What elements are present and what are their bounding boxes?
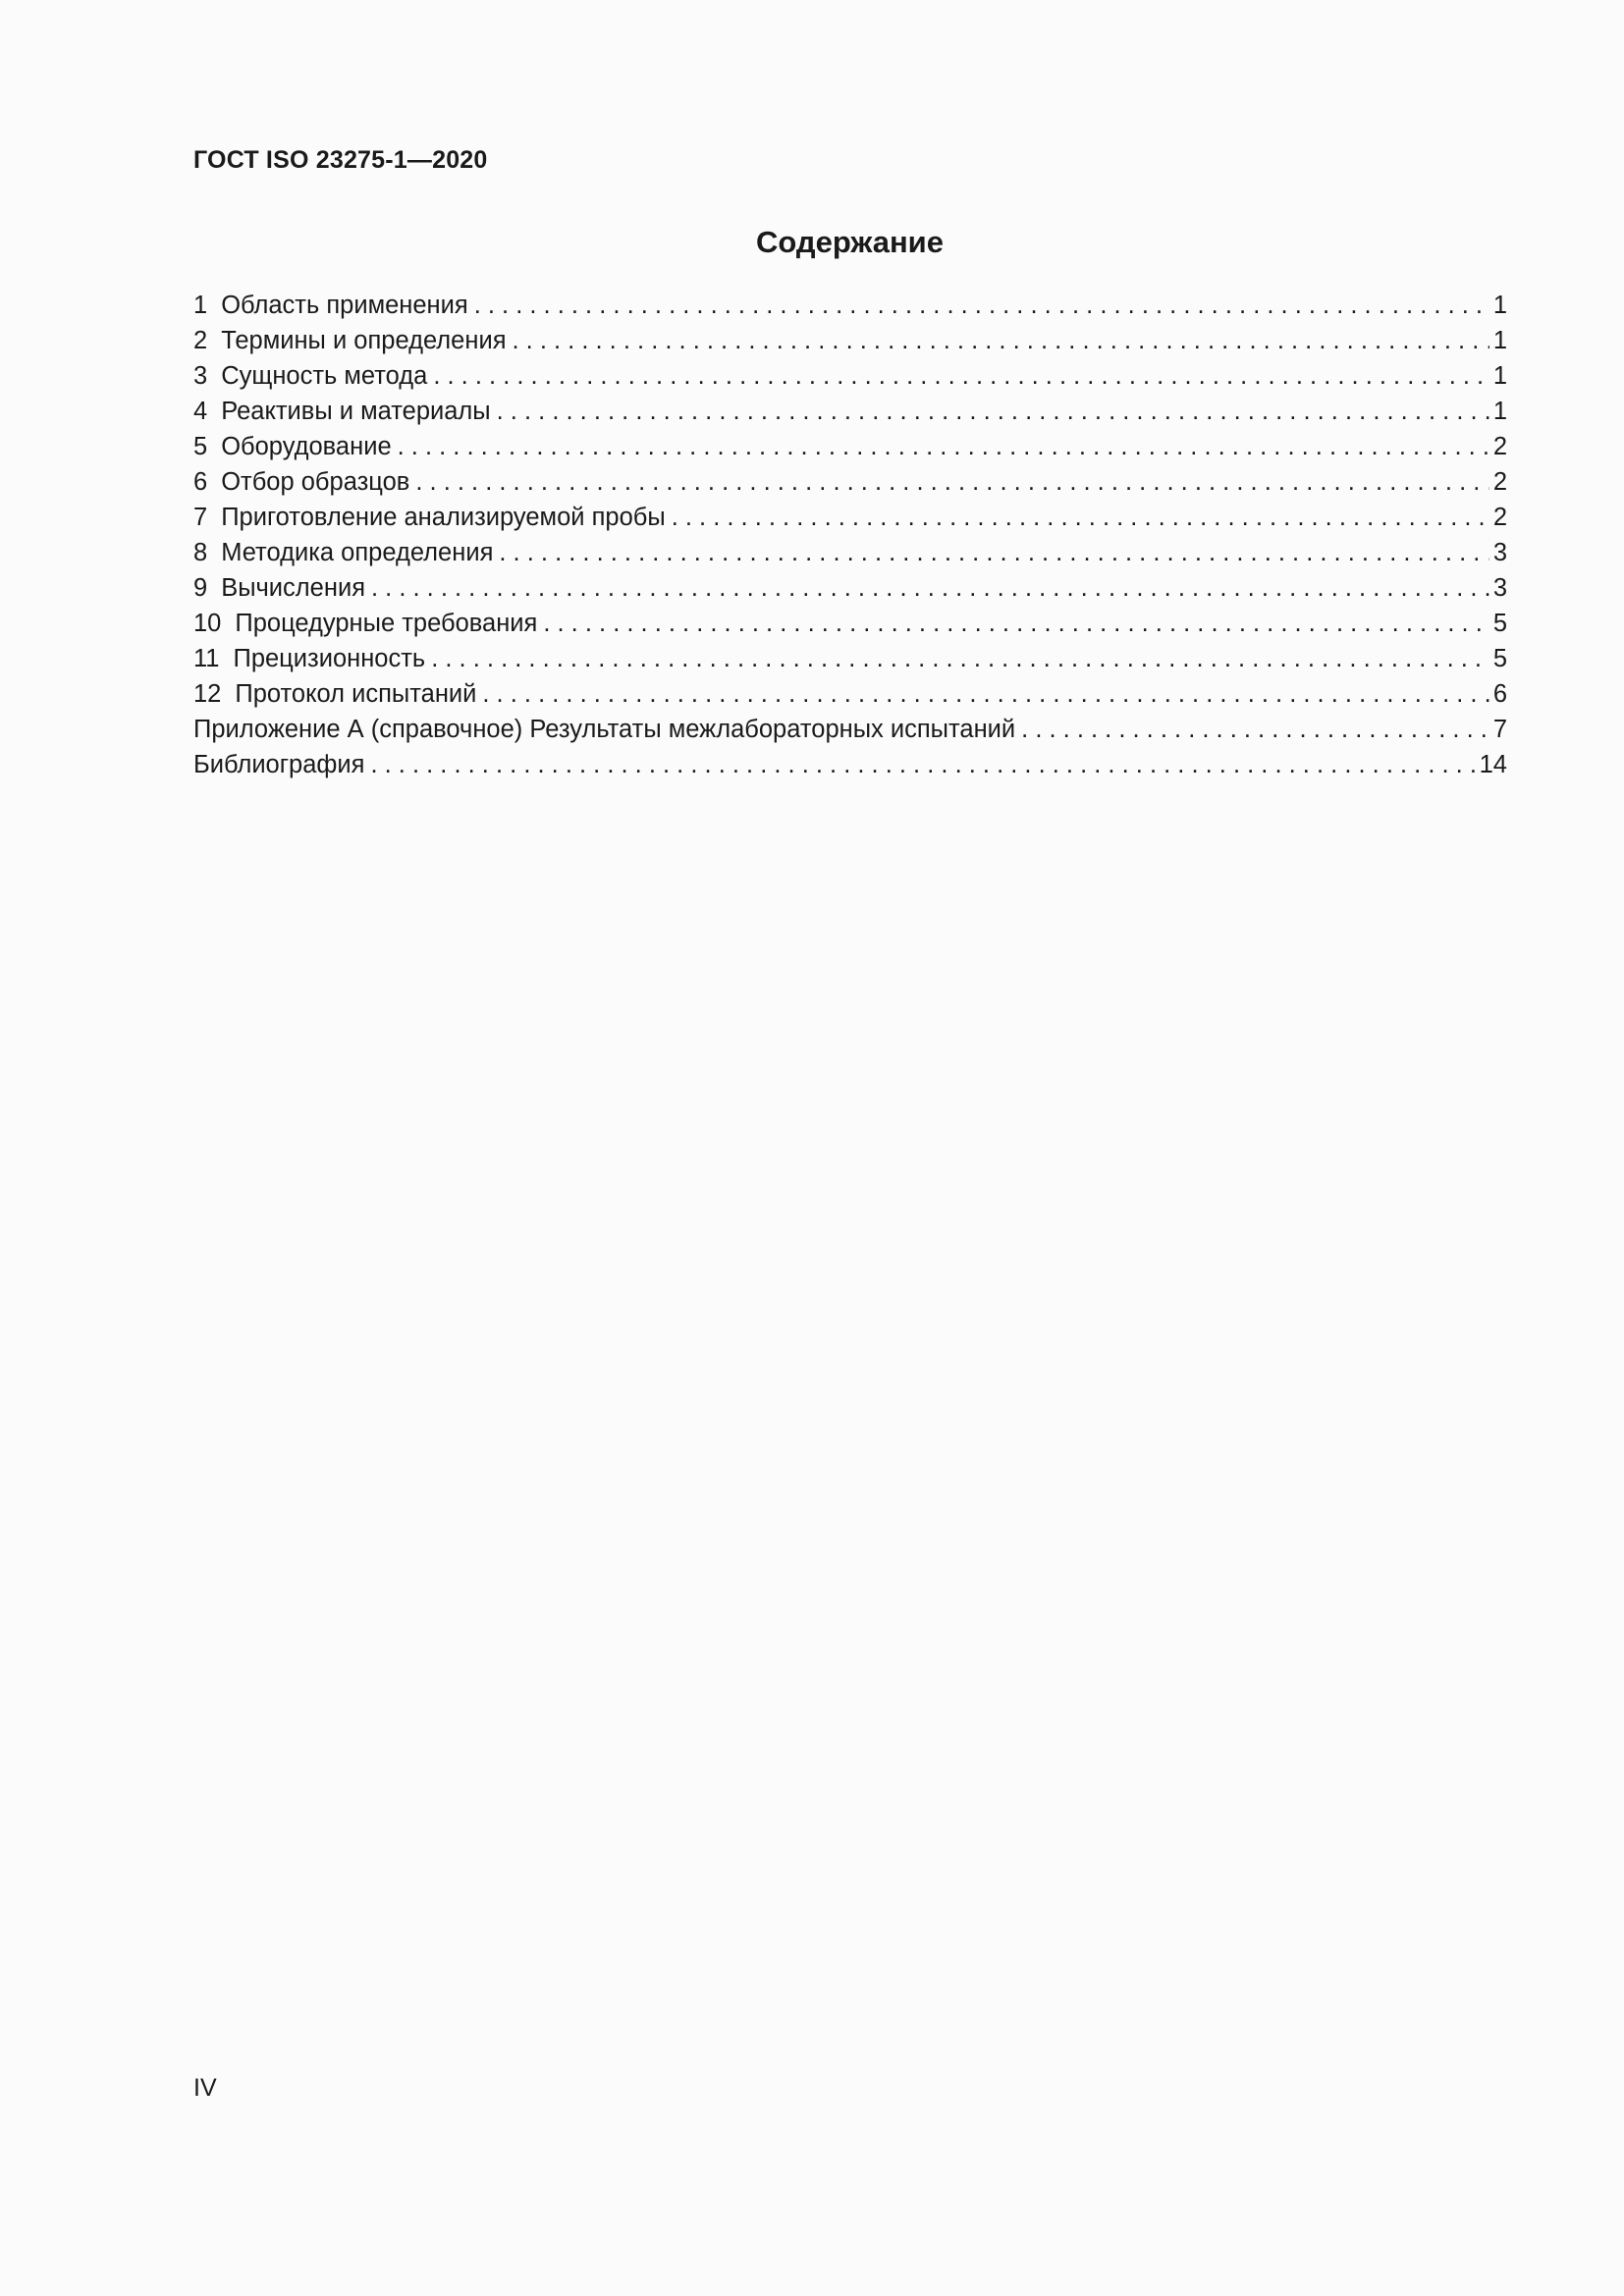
toc-entry-page: 6: [1492, 680, 1507, 708]
toc-entry-page: 14: [1479, 751, 1507, 778]
toc-entry-label: 11 Прецизионность: [193, 641, 425, 676]
toc-entry-label: 2 Термины и определения: [193, 323, 507, 358]
toc-entry-number: 11: [193, 645, 220, 672]
toc-entry-number: 4: [193, 398, 208, 425]
toc-entry-label: 12 Протокол испытаний: [193, 676, 476, 712]
toc-entry[interactable]: [193, 500, 1507, 535]
toc-entry[interactable]: [193, 394, 1507, 429]
toc-entry-number: 2: [193, 327, 208, 354]
toc-dot-leader: [513, 323, 1489, 358]
toc-entry-number: 9: [193, 574, 208, 602]
toc-entry-label: 3 Сущность метода: [193, 358, 427, 394]
toc-entry[interactable]: [193, 429, 1507, 464]
toc-dot-leader: [415, 464, 1489, 500]
toc-entry[interactable]: [193, 747, 1507, 782]
toc-entry-page: 3: [1492, 539, 1507, 566]
toc-entry[interactable]: [193, 358, 1507, 394]
toc-entry-label: Библиография: [193, 751, 365, 778]
toc-entry-page: 2: [1492, 433, 1507, 460]
toc-entry-label: 6 Отбор образцов: [193, 464, 409, 500]
toc-dot-leader: [398, 429, 1489, 464]
toc-entry-label: Приложение А (справочное) Результаты межлабораторных испытаний: [193, 716, 1016, 743]
table-of-contents: [193, 288, 1507, 782]
toc-entry[interactable]: [193, 464, 1507, 500]
toc-entry-page: 1: [1492, 292, 1507, 319]
toc-entry-page: 2: [1492, 468, 1507, 496]
toc-entry-label: 5 Оборудование: [193, 429, 392, 464]
toc-dot-leader: [474, 288, 1489, 323]
toc-dot-leader: [672, 500, 1489, 535]
toc-dot-leader: [482, 676, 1489, 712]
toc-dot-leader: [1021, 712, 1489, 747]
toc-dot-leader: [371, 570, 1489, 606]
toc-entry[interactable]: [193, 641, 1507, 676]
toc-entry-number: 12: [193, 680, 222, 708]
toc-entry-page: 3: [1492, 574, 1507, 602]
toc-entry-page: 5: [1492, 610, 1507, 637]
toc-entry-label: 1 Область применения: [193, 288, 468, 323]
toc-entry-label: 7 Приготовление анализируемой пробы: [193, 500, 666, 535]
toc-entry-page: 2: [1492, 504, 1507, 531]
toc-entry[interactable]: [193, 535, 1507, 570]
toc-title: Содержание: [756, 225, 944, 259]
toc-entry-label: 10 Процедурные требования: [193, 606, 537, 641]
toc-entry[interactable]: [193, 606, 1507, 641]
toc-entry-number: 10: [193, 610, 222, 637]
toc-entry[interactable]: [193, 676, 1507, 712]
document-header: ГОСТ ISO 23275-1—2020: [193, 146, 488, 174]
page-number: IV: [193, 2074, 217, 2102]
toc-entry-label: 4 Реактивы и материалы: [193, 394, 491, 429]
toc-entry-number: 6: [193, 468, 208, 496]
toc-entry-label: 8 Методика определения: [193, 535, 493, 570]
toc-entry-page: 7: [1492, 716, 1507, 743]
toc-entry-page: 1: [1492, 362, 1507, 390]
toc-entry-page: 1: [1492, 327, 1507, 354]
toc-entry-label: 9 Вычисления: [193, 570, 365, 606]
toc-entry-number: 5: [193, 433, 208, 460]
toc-dot-leader: [370, 747, 1475, 782]
toc-dot-leader: [431, 641, 1489, 676]
toc-entry-number: 1: [193, 292, 208, 319]
toc-dot-leader: [433, 358, 1489, 394]
toc-entry-number: 7: [193, 504, 208, 531]
toc-dot-leader: [499, 535, 1489, 570]
toc-entry-page: 5: [1492, 645, 1507, 672]
toc-entry[interactable]: [193, 288, 1507, 323]
toc-dot-leader: [543, 606, 1489, 641]
toc-entry-number: 3: [193, 362, 208, 390]
toc-entry-number: 8: [193, 539, 208, 566]
toc-entry[interactable]: [193, 712, 1507, 747]
toc-entry-page: 1: [1492, 398, 1507, 425]
toc-entry[interactable]: [193, 323, 1507, 358]
toc-entry[interactable]: [193, 570, 1507, 606]
toc-dot-leader: [497, 394, 1489, 429]
